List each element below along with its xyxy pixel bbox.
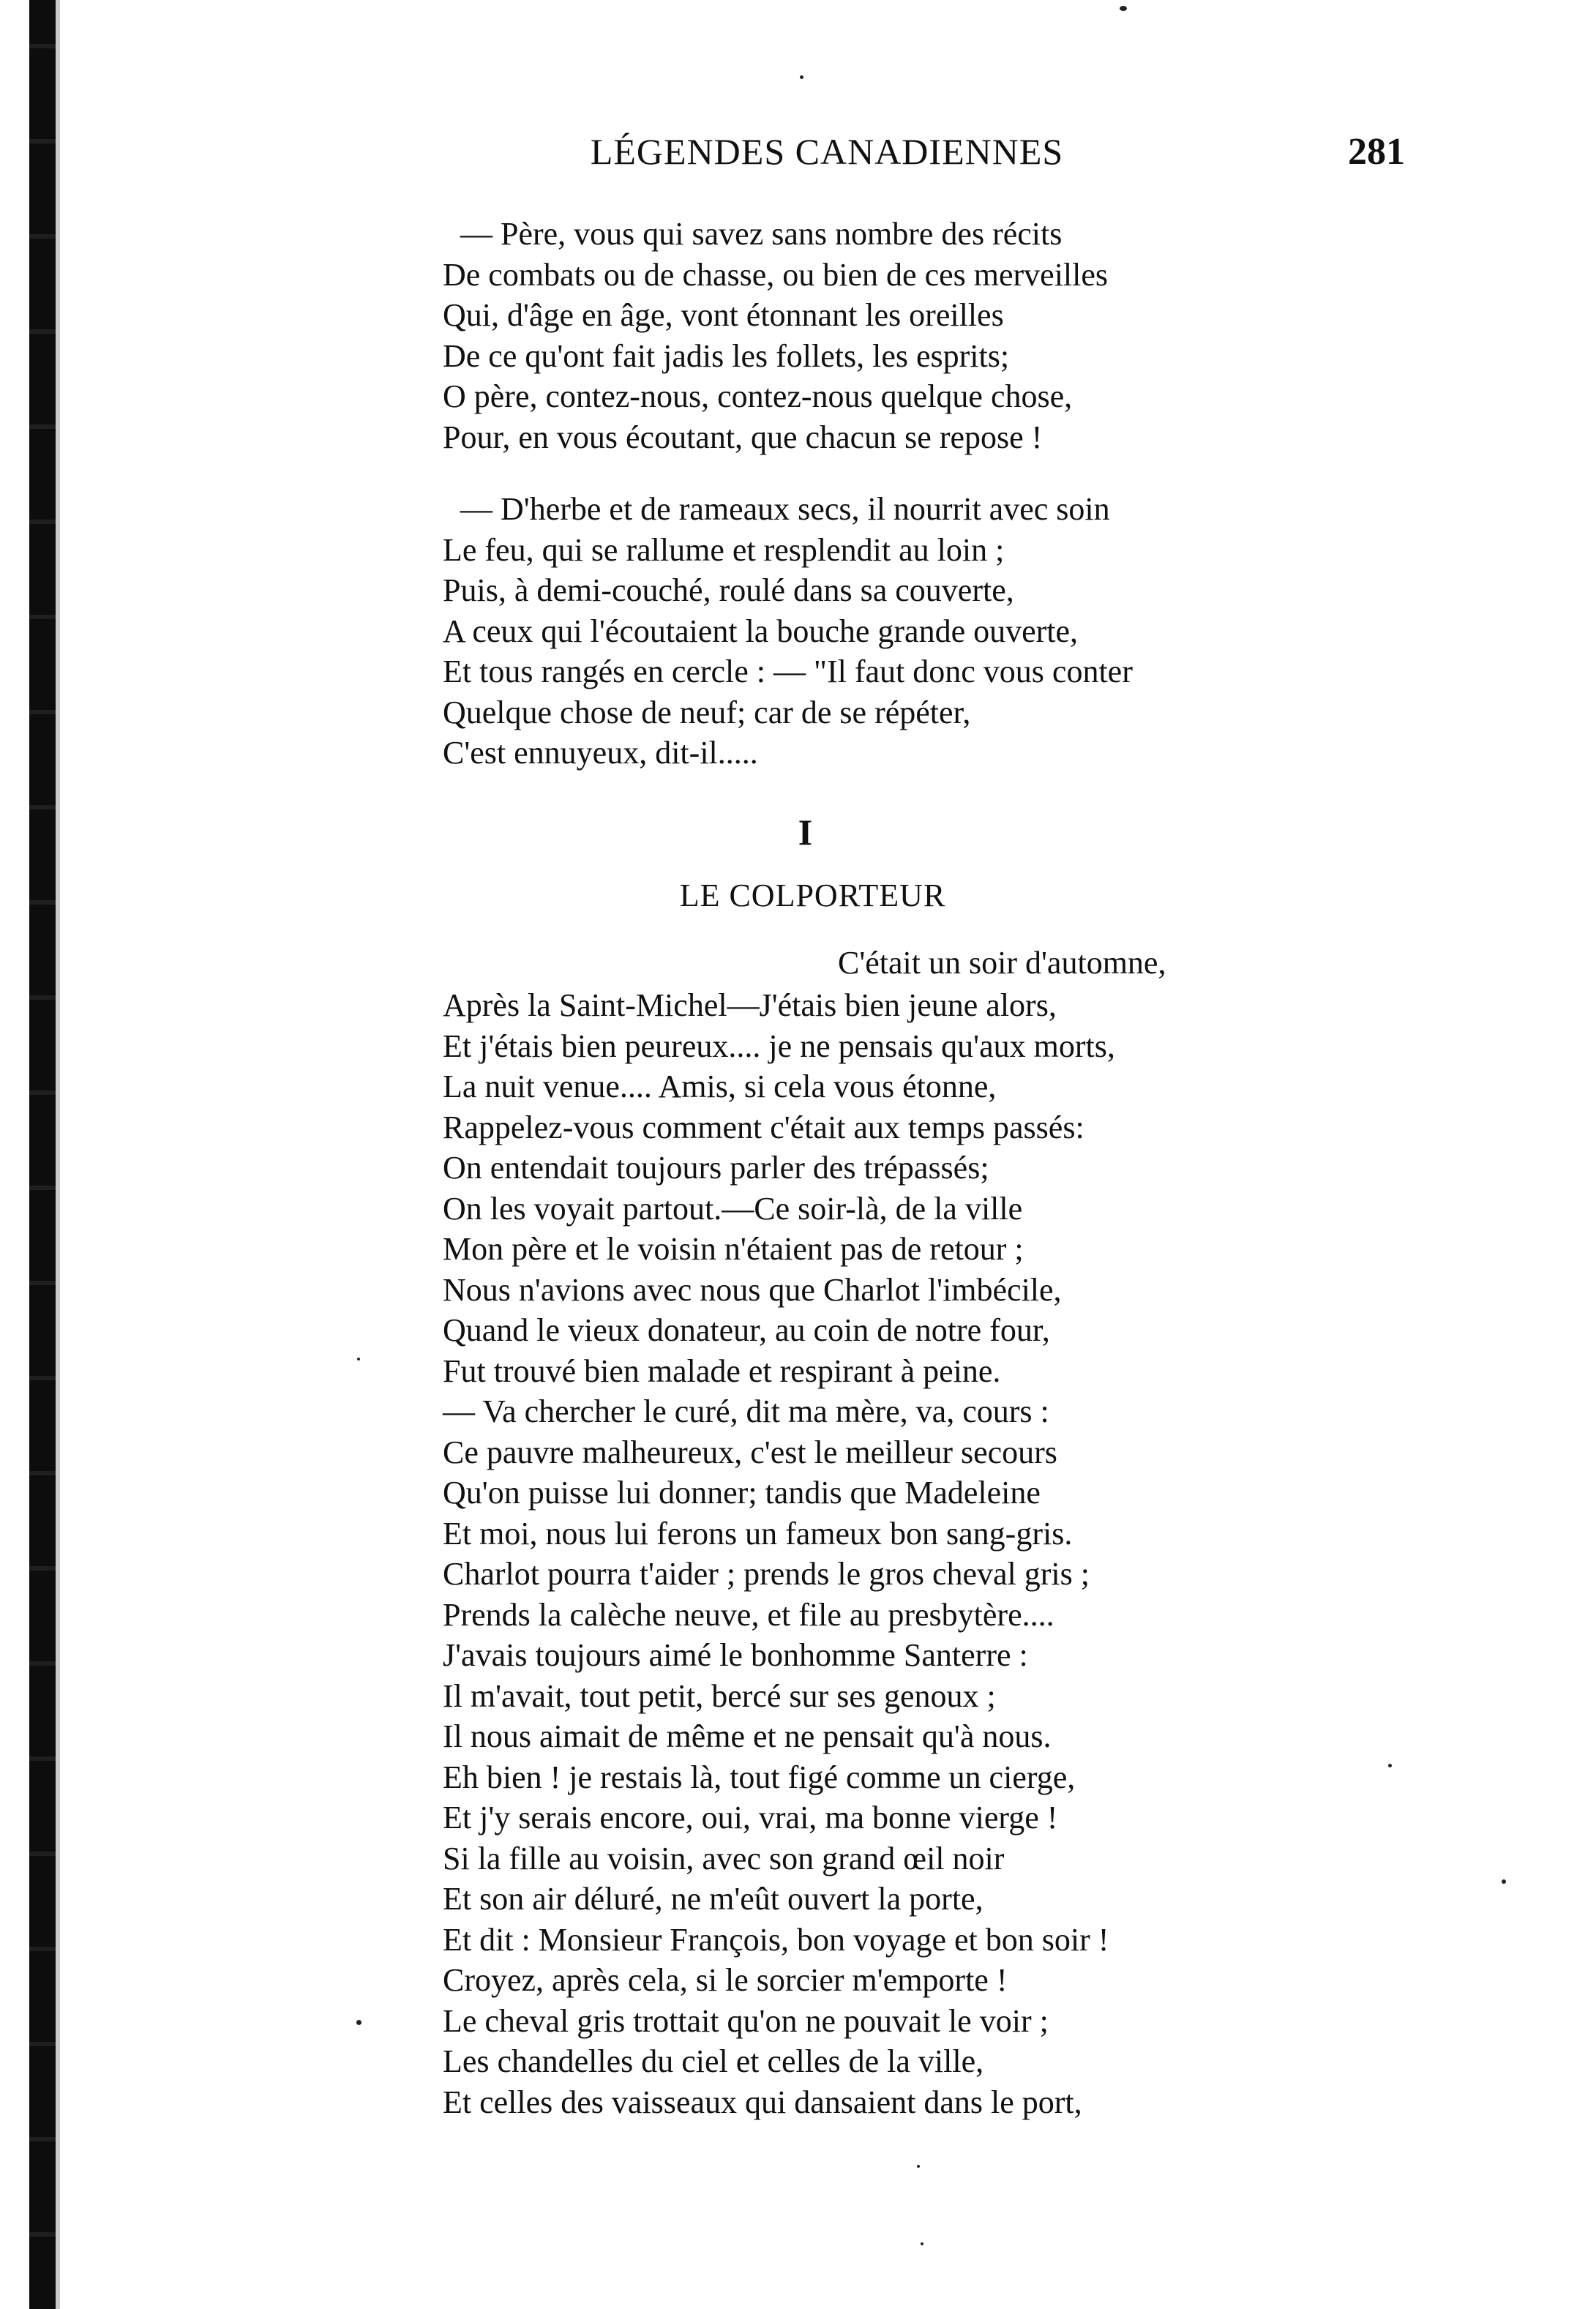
- print-speck: [1388, 1764, 1392, 1767]
- verse-line: Il nous aimait de même et ne pensait qu'à nous.: [443, 1718, 1052, 1754]
- verse-line: A ceux qui l'écoutaient la bouche grande ouverte,: [443, 613, 1079, 649]
- stanza-2: [443, 489, 1133, 774]
- stanza-1: [443, 214, 1108, 457]
- verse-line: Il m'avait, tout petit, bercé sur ses genoux ;: [443, 1677, 996, 1714]
- verse-line: Pour, en vous écoutant, que chacun se repose !: [443, 419, 1043, 455]
- verse-line: Quand le vieux donateur, au coin de notre four,: [443, 1312, 1050, 1348]
- verse-line: On entendait toujours parler des trépassés;: [443, 1150, 989, 1186]
- verse-line: On les voyait partout.—Ce soir-là, de la ville: [443, 1190, 1023, 1227]
- print-speck: [917, 2165, 920, 2168]
- verse-line: Et celles des vaisseaux qui dansaient dans le port,: [443, 2084, 1082, 2120]
- section-title: LE COLPORTEUR: [679, 877, 946, 913]
- verse-line: Eh bien ! je restais là, tout figé comme un cierge,: [443, 1759, 1076, 1795]
- verse-line: Qui, d'âge en âge, vont étonnant les oreilles: [443, 297, 1004, 333]
- verse-line: O père, contez-nous, contez-nous quelque chose,: [443, 378, 1073, 414]
- verse-line: Le feu, qui se rallume et resplendit au loin ;: [443, 531, 1005, 568]
- page-gutter-shadow: [56, 0, 60, 2309]
- verse-line: Fut trouvé bien malade et respirant à peine.: [443, 1352, 1001, 1389]
- verse-line: De combats ou de chasse, ou bien de ces merveilles: [443, 256, 1109, 293]
- section-numeral: I: [798, 812, 813, 853]
- running-title: LÉGENDES CANADIENNES: [590, 131, 1064, 172]
- verse-line: Et j'étais bien peureux.... je ne pensais qu'aux morts,: [443, 1028, 1115, 1064]
- verse-line: Qu'on puisse lui donner; tandis que Madeleine: [443, 1475, 1041, 1511]
- verse-line: J'avais toujours aimé le bonhomme Santerre :: [443, 1637, 1028, 1673]
- verse-line: Prends la calèche neuve, et file au presbytère....: [443, 1596, 1054, 1633]
- page-number: 281: [1348, 131, 1405, 173]
- verse-line: Le cheval gris trottait qu'on ne pouvait le voir ;: [443, 2002, 1049, 2039]
- verse-line: Puis, à demi-couché, roulé dans sa couverte,: [443, 572, 1014, 608]
- verse-line: Et j'y serais encore, oui, vrai, ma bonne vierge !: [443, 1800, 1058, 1835]
- verse-line: Et dit : Monsieur François, bon voyage et bon soir !: [443, 1921, 1109, 1958]
- verse-line: C'est ennuyeux, dit-il.....: [443, 735, 758, 771]
- verse-line: Et son air déluré, ne m'eût ouvert la porte,: [443, 1881, 984, 1917]
- verse-line: — Père, vous qui savez sans nombre des récits: [460, 216, 1063, 252]
- verse-line: Rappelez-vous comment c'était aux temps passés:: [443, 1109, 1084, 1145]
- print-speck: [357, 1358, 360, 1361]
- verse-line: Charlot pourra t'aider ; prends le gros cheval gris ;: [443, 1556, 1090, 1592]
- verse-line: Et tous rangés en cercle : — "Il faut donc vous conter: [443, 654, 1133, 689]
- stanza-3: [443, 985, 1115, 2122]
- verse-line: Après la Saint-Michel—J'étais bien jeune alors,: [443, 987, 1057, 1023]
- verse-line: Mon père et le voisin n'étaient pas de retour ;: [443, 1231, 1024, 1267]
- verse-line: De ce qu'ont fait jadis les follets, les esprits;: [443, 337, 1010, 374]
- print-speck: [356, 2020, 361, 2025]
- verse-line: Nous n'avions avec nous que Charlot l'imbécile,: [443, 1271, 1062, 1308]
- page-binding-edge: [29, 0, 56, 2309]
- print-speck: [1502, 1879, 1506, 1884]
- verse-line: Ce pauvre malheureux, c'est le meilleur secours: [443, 1434, 1057, 1470]
- verse-line: Croyez, après cela, si le sorcier m'emporte !: [443, 1962, 1008, 1998]
- verse-line: Les chandelles du ciel et celles de la ville,: [443, 2043, 984, 2079]
- verse-line: Quelque chose de neuf; car de se répéter,: [443, 694, 971, 730]
- verse-line: La nuit venue.... Amis, si cela vous étonne,: [443, 1069, 997, 1104]
- verse-line: — Va chercher le curé, dit ma mère, va, cours :: [443, 1393, 1049, 1429]
- verse-line: — D'herbe et de rameaux secs, il nourrit avec soin: [460, 491, 1110, 527]
- opening-half-line: C'était un soir d'automne,: [838, 945, 1166, 981]
- print-speck: [1120, 6, 1127, 11]
- verse-line: Et moi, nous lui ferons un fameux bon sang-gris.: [443, 1515, 1073, 1552]
- print-speck: [921, 2242, 923, 2245]
- verse-line: Si la fille au voisin, avec son grand œil noir: [443, 1840, 1005, 1876]
- print-speck: [800, 75, 803, 79]
